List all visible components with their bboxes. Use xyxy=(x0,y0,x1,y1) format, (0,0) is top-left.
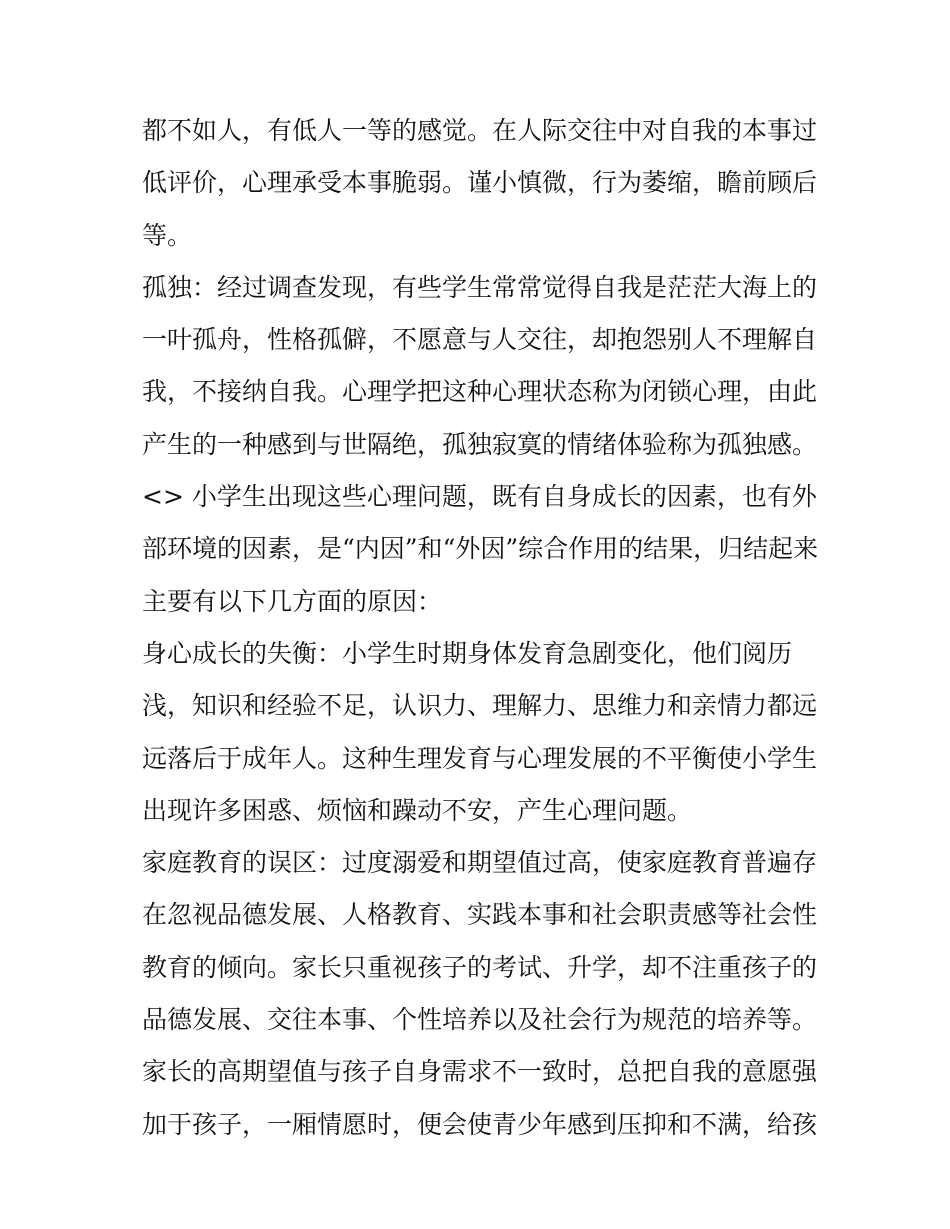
text-line: 浅，知识和经验不足，认识力、理解力、思维力和亲情力都远 xyxy=(142,691,818,721)
text-line: 出现许多困惑、烦恼和躁动不安，产生心理问题。 xyxy=(142,795,693,825)
text-line: 低评价，心理承受本事脆弱。谨小慎微，行为萎缩，瞻前顾后 xyxy=(142,168,818,198)
body-text xyxy=(142,105,818,1151)
text-line: 孤独：经过调查发现，有些学生常常觉得自我是茫茫大海上的 xyxy=(142,272,818,302)
text-line: <> 小学生出现这些心理问题，既有自身成长的因素，也有外 xyxy=(142,482,817,512)
text-line: 远落后于成年人。这种生理发育与心理发展的不平衡使小学生 xyxy=(142,743,818,773)
text-line: 产生的一种感到与世隔绝，孤独寂寞的情绪体验称为孤独感。 xyxy=(142,429,818,459)
text-line: 加于孩子，一厢情愿时，便会使青少年感到压抑和不满，给孩 xyxy=(142,1109,818,1139)
text-line: 部环境的因素，是“内因”和“外因”综合作用的结果，归结起来 xyxy=(142,534,819,564)
text-line: 身心成长的失衡：小学生时期身体发育急剧变化，他们阅历 xyxy=(142,638,793,668)
text-line: 一叶孤舟，性格孤僻，不愿意与人交往，却抱怨别人不理解自 xyxy=(142,325,818,355)
text-line: 都不如人，有低人一等的感觉。在人际交往中对自我的本事过 xyxy=(142,116,818,145)
text-line: 主要有以下几方面的原因： xyxy=(142,586,443,616)
text-line: 品德发展、交往本事、个性培养以及社会行为规范的培养等。 xyxy=(142,1005,818,1035)
text-line: 在忽视品德发展、人格教育、实践本事和社会职责感等社会性 xyxy=(142,900,818,930)
text-line: 家长的高期望值与孩子自身需求不一致时，总把自我的意愿强 xyxy=(142,1057,818,1087)
text-line: 等。 xyxy=(142,220,193,250)
text-line: 教育的倾向。家长只重视孩子的考试、升学，却不注重孩子的 xyxy=(142,952,818,982)
text-line: 我，不接纳自我。心理学把这种心理状态称为闭锁心理，由此 xyxy=(142,377,818,407)
text-line: 家庭教育的误区：过度溺爱和期望值过高，使家庭教育普遍存 xyxy=(142,848,818,878)
